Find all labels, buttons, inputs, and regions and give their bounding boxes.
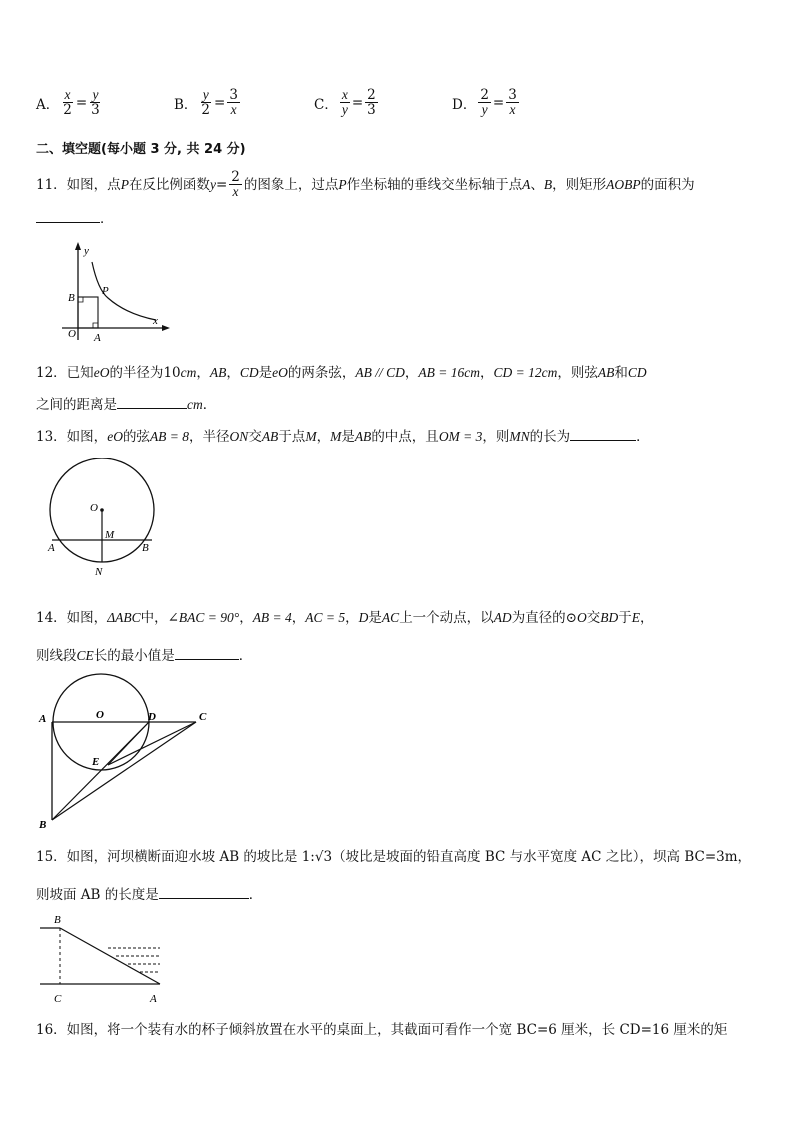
- label-O: O: [68, 328, 76, 340]
- question-16: 16．如图，将一个装有水的杯子倾斜放置在水平的桌面上，其截面可看作一个宽 BC=6 厘米，长 CD=16 厘米的矩: [36, 1022, 728, 1038]
- fraction: $\frac{2}{x}$: [231, 169, 240, 199]
- figure-q11: [56, 240, 176, 345]
- question-14-line2: 则线段CE长的最小值是 ．: [36, 645, 252, 666]
- label-N: N: [95, 566, 103, 578]
- label-C: C: [199, 711, 207, 723]
- label-y: y: [84, 245, 89, 257]
- label-O: O: [96, 709, 104, 721]
- fraction: $\frac{x}{y}$: [341, 87, 348, 117]
- answer-blank[interactable]: [117, 394, 187, 409]
- label-B: B: [68, 292, 75, 304]
- answer-blank[interactable]: [36, 208, 100, 223]
- label-A: A: [94, 332, 101, 344]
- fraction: $\frac{2}{y}$: [480, 87, 489, 117]
- label-M: M: [105, 529, 115, 541]
- question-15-line2: 则坡面 AB 的长度是 ．: [36, 884, 262, 905]
- answer-blank[interactable]: [175, 645, 239, 660]
- label-B: B: [142, 542, 149, 554]
- figure-q14: [34, 672, 224, 834]
- question-11: 11．如图，点 P 在反比例函数 y = $\frac{2}{x}$ 的图象上，过点 P 作坐标轴的垂线交坐标轴于点 A 、 B ，则矩形 AOBP 的面积为: [36, 169, 695, 199]
- answer-blank[interactable]: [570, 426, 636, 441]
- label-A: A: [48, 542, 55, 554]
- fraction: $\frac{3}{x}$: [508, 87, 517, 117]
- section-title: 二、填空题(每小题 3 分, 共 24 分): [36, 142, 246, 157]
- label-D: D: [148, 711, 156, 723]
- fraction: $\frac{2}{3}$: [367, 87, 376, 118]
- label-B: B: [39, 819, 47, 831]
- option-b: B． $\frac{y}{2}$ = $\frac{3}{x}$: [174, 87, 238, 118]
- question-12: 12．已知eO的半径为10cm，AB，CD是eO的两条弦，AB // CD，AB = 16cm，CD = 12cm，则弦AB和CD: [36, 365, 647, 381]
- question-11-line2: ．: [36, 208, 114, 229]
- label-P: P: [102, 285, 109, 297]
- question-15: 15．如图，河坝横断面迎水坡 AB 的坡比是 1:√3（坡比是坡面的铅直高度 BC 与水平宽度 AC 之比），坝高 BC=3m，: [36, 849, 752, 865]
- figure-q13: [44, 458, 164, 580]
- sqrt-3: √3: [314, 849, 333, 865]
- option-d: D． $\frac{2}{y}$ = $\frac{3}{x}$: [452, 87, 517, 117]
- label-A: A: [39, 713, 47, 725]
- fraction: $\frac{y}{2}$: [201, 87, 211, 118]
- fraction: $\frac{y}{3}$: [91, 87, 100, 118]
- answer-blank[interactable]: [159, 884, 249, 899]
- label-E: E: [92, 756, 100, 768]
- fraction: $\frac{x}{2}$: [63, 87, 72, 118]
- question-13: 13．如图，eO的弦AB = 8，半径ON交AB于点M，M是AB的中点，且OM = 3，则MN的长为 ．: [36, 426, 650, 447]
- option-a: A． $\frac{x}{2}$ = $\frac{y}{3}$: [36, 87, 100, 118]
- label-B: B: [54, 914, 61, 926]
- fraction: $\frac{3}{x}$: [229, 87, 238, 117]
- question-12-line2: 之间的距离是 cm．: [36, 394, 216, 415]
- option-c: C． $\frac{x}{y}$ = $\frac{2}{3}$: [314, 87, 376, 118]
- label-O: O: [90, 502, 98, 514]
- label-A: A: [150, 993, 157, 1005]
- question-14: 14．如图，ΔABC中，∠BAC = 90°，AB = 4，AC = 5，D是AC上一个动点，以AD为直径的⊙O交BD于E，: [36, 610, 654, 626]
- label-C: C: [54, 993, 62, 1005]
- label-x: x: [153, 315, 158, 327]
- figure-q15: [40, 910, 170, 1006]
